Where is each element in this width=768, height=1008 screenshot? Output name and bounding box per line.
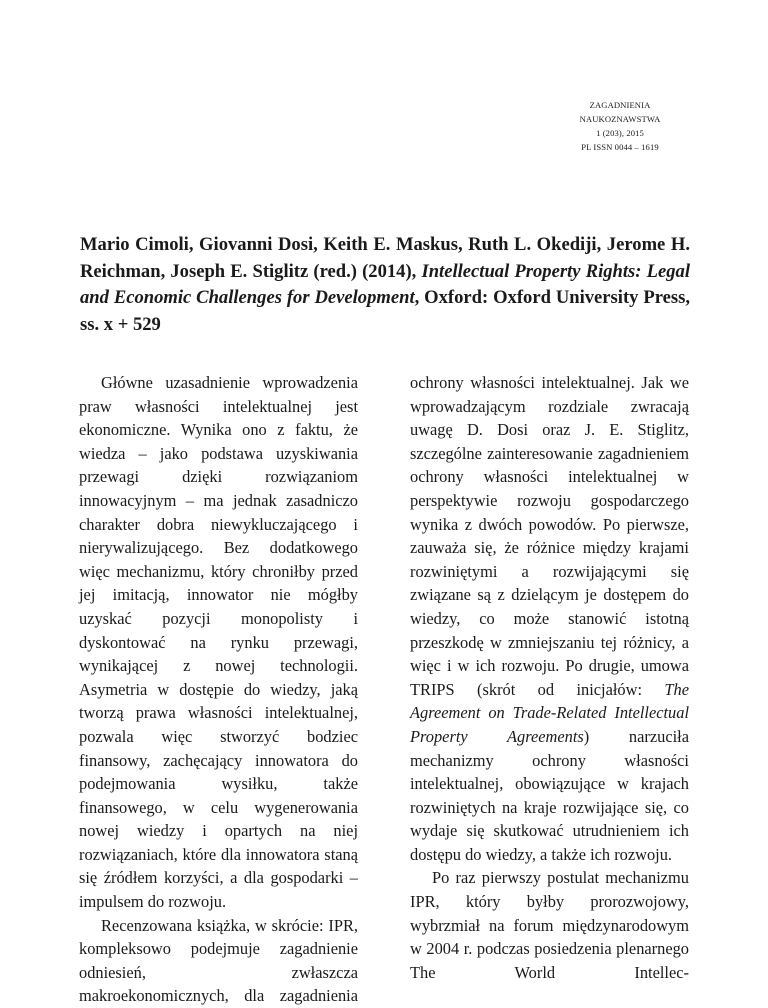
paragraph: Główne uzasadnienie wprowadzenia praw własności intelektualnej jest ekonomiczne. Wynika ono z faktu, że wiedza – jako podstawa uzyskiwania przewagi dzięki rozwiązaniom innowacyjnym – ma jednak zasadniczo charakter dobra niewykluczającego i nierywalizującego. Bez dodatkowego więc mechanizmu, który chroniłby przed jej imitacją, innowator nie mógłby uzyskać pozycji monopolisty i dyskontować na rynku przewagi, wynikającej z nowej technologii. Asymetria w dostępie do wiedzy, jaką tworzą prawa własności intelektualnej, pozwala więc stworzyć bodziec finansowy, zachęcający innowatora do podejmowania wysiłku, także finansowego, w celu wygenerowania nowej wiedzy i opartych na niej rozwiązaniach, które dla innowatora staną się źródłem korzyści, a dla gospodarki – impulsem do rozwoju.	[79, 373, 358, 912]
review-header	[80, 232, 690, 338]
paragraph	[410, 371, 689, 866]
review-publisher: , Oxford: Oxford University Press, ss. x + 529	[80, 287, 690, 335]
paragraph-text: ) narzuciła mechanizmy ochrony własności intelektualnej, obowiązujące w krajach rozwiniętych na kraje rozwijające się, co wydaje się skutkować utrudnieniem ich dostępu do wiedzy, a także ich rozwoju.	[410, 726, 689, 864]
review-authors: Mario Cimoli, Giovanni Dosi, Keith E. Maskus, Ruth L. Okediji, Jerome H. Reichman, Joseph E. Stiglitz (red.) (2014),	[80, 234, 690, 282]
journal-issue: 1 (203), 2015	[596, 128, 644, 138]
journal-info	[560, 98, 680, 154]
right-column	[410, 371, 689, 984]
paragraph-text: ochrony własności intelektualnej. Jak we wprowadzającym rozdziale zwracają uwagę D. Dosi oraz J. E. Stiglitz, szczególne zainteresowanie zagadnieniem ochrony własności intelektualnej w perspektywie rozwoju gospodarczego wynika z dwóch powodów. Po pierwsze, zauważa się, że różnice między krajami rozwiniętymi a rozwijającymi się związane są z dzielącym je dostępem do wiedzy, co może stanowić istotną przeszkodę w zmniejszaniu tej różnicy, a więc i w ich rozwoju. Po drugie, umowa TRIPS (skrót od inicjałów:	[410, 373, 689, 699]
journal-name-line1: ZAGADNIENIA	[589, 100, 651, 110]
paragraph: Po raz pierwszy postulat mechanizmu IPR, który byłby prorozwojowy, wybrzmiał na forum międzynarodowym w 2004 r. podczas posiedzenia plenarnego The World Intellec-	[410, 868, 689, 982]
left-column	[79, 371, 358, 1008]
journal-name-line2: NAUKOZNAWSTWA	[579, 114, 661, 124]
journal-issn: PL ISSN 0044 – 1619	[581, 142, 659, 152]
agreement-title: The Agreement on Trade-Related Intellectual Property Agreements	[410, 679, 689, 746]
review-book-title: Intellectual Property Rights: Legal and Economic Challenges for Development	[80, 260, 690, 308]
paragraph: Recenzowana książka, w skrócie: IPR, kompleksowo podejmuje zagadnienie odniesień, zwłaszcza makroekonomicznych, dla zagadnienia	[79, 915, 358, 1006]
